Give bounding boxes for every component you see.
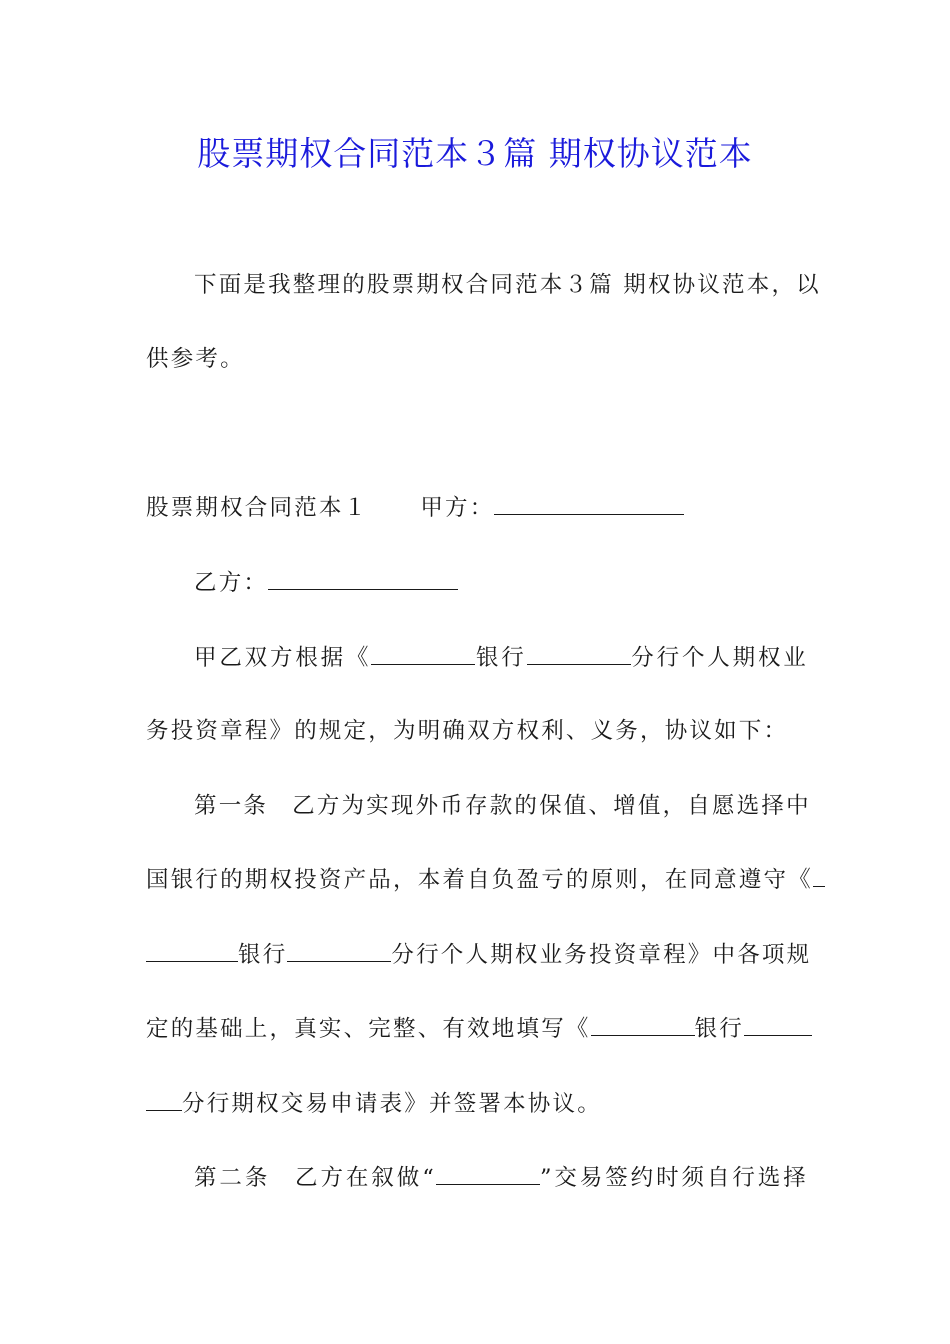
- text-segment: 分行期权交易申请表》并签署本协议。: [182, 1091, 602, 1117]
- contract-heading: 股票期权合同范本１: [146, 495, 369, 521]
- text-segment: 乙方在叙做“: [294, 1165, 436, 1191]
- intro-line-1: 下面是我整理的股票期权合同范本３篇 期权协议范本，以: [194, 272, 821, 298]
- contract-heading-line: [146, 493, 808, 523]
- text-segment: 分行个人期权业: [630, 645, 808, 671]
- article-2-line-1: [194, 1163, 808, 1193]
- text-segment: 分行个人期权业务投资章程》中各项规: [391, 942, 812, 968]
- branch-blank-start: [744, 1015, 812, 1036]
- article-2-number: 第二条: [194, 1165, 271, 1191]
- branch-blank: [527, 644, 631, 665]
- article-1-number: 第一条: [194, 793, 269, 819]
- branch-blank-end: [146, 1090, 182, 1111]
- article-1-line-3: [146, 940, 812, 970]
- text-segment: ”交易签约时须自行选择: [539, 1165, 809, 1191]
- text-segment: 乙方为实现外币存款的保值、增值，自愿选择中: [292, 793, 811, 819]
- text-segment: 银行: [238, 942, 288, 968]
- bank-blank-end: [146, 941, 238, 962]
- trade-name-blank: [436, 1164, 540, 1185]
- branch-blank: [287, 941, 391, 962]
- party-b-line: [194, 568, 808, 598]
- article-1-line-4: [146, 1014, 808, 1044]
- text-segment: 银行: [475, 645, 527, 671]
- article-1-line-1: [194, 791, 811, 821]
- party-b-blank: [268, 569, 458, 590]
- text-segment: 国银行的期权投资产品，本着自负盈亏的原则，在同意遵守《: [146, 867, 813, 893]
- bank-blank: [591, 1015, 695, 1036]
- paragraph-1-line-1: [194, 643, 808, 673]
- party-a-label: 甲方：: [420, 495, 495, 521]
- article-1-line-5: [146, 1089, 808, 1119]
- article-1-line-2: [146, 865, 813, 895]
- text-segment: 银行: [694, 1016, 745, 1042]
- document-title: 股票期权合同范本３篇 期权协议范本: [197, 134, 753, 173]
- paragraph-1-line-2: 务投资章程》的规定，为明确双方权利、义务，协议如下：: [146, 718, 789, 744]
- text-segment: 甲乙双方根据《: [194, 645, 372, 671]
- text-segment: 定的基础上，真实、完整、有效地填写《: [146, 1016, 591, 1042]
- bank-blank: [371, 644, 475, 665]
- party-a-blank: [494, 494, 684, 515]
- party-b-label: 乙方：: [194, 570, 269, 596]
- bank-blank-start: [813, 866, 825, 887]
- intro-line-2: 供参考。: [146, 346, 245, 372]
